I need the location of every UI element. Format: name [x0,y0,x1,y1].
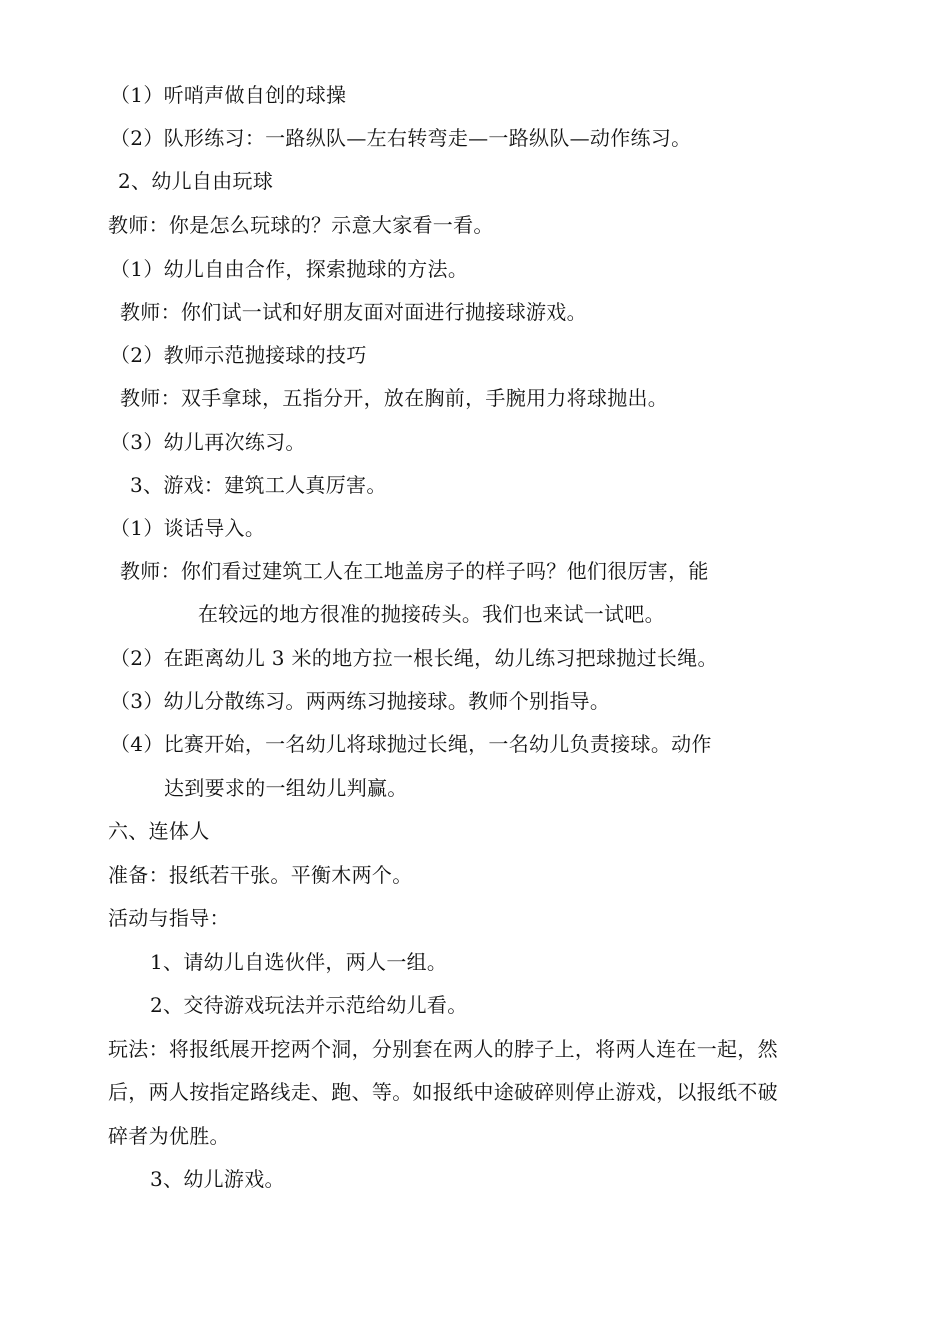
text-line: 1、请幼儿自选伙伴，两人一组。 [150,950,448,974]
text-line: （2）队形练习：一路纵队—左右转弯走—一路纵队—动作练习。 [110,126,692,150]
text-line: 教师：你们看过建筑工人在工地盖房子的样子吗？他们很厉害，能 [120,559,709,583]
text-line: 后，两人按指定路线走、跑、等。如报纸中途破碎则停止游戏，以报纸不破 [108,1080,778,1104]
text-line: （1）幼儿自由合作，探索抛球的方法。 [110,257,469,281]
text-line: 3、幼儿游戏。 [150,1167,285,1191]
text-line: 教师：你们试一试和好朋友面对面进行抛接球游戏。 [120,300,587,324]
section-heading: 六、连体人 [108,819,210,843]
text-line: 在较远的地方很准的抛接砖头。我们也来试一试吧。 [198,602,665,626]
text-line: 玩法：将报纸展开挖两个洞，分别套在两人的脖子上，将两人连在一起，然 [108,1037,778,1061]
text-line: （1）听哨声做自创的球操 [110,83,347,107]
text-line: （2）在距离幼儿 3 米的地方拉一根长绳，幼儿练习把球抛过长绳。 [110,646,718,670]
text-line: （3）幼儿分散练习。两两练习抛接球。教师个别指导。 [110,689,611,713]
text-line: 达到要求的一组幼儿判赢。 [164,776,408,800]
text-line: 教师：你是怎么玩球的？示意大家看一看。 [108,213,494,237]
text-line: 2、幼儿自由玩球 [118,169,274,193]
text-line: 3、游戏：建筑工人真厉害。 [130,473,387,497]
text-line: 碎者为优胜。 [108,1124,230,1148]
text-line: 活动与指导： [108,906,230,930]
text-line: 2、交待游戏玩法并示范给幼儿看。 [150,993,468,1017]
text-line: 教师：双手拿球，五指分开，放在胸前，手腕用力将球抛出。 [120,386,669,410]
text-line: （1）谈话导入。 [110,516,266,540]
text-line: 准备：报纸若干张。平衡木两个。 [108,863,413,887]
text-line: （4）比赛开始，一名幼儿将球抛过长绳，一名幼儿负责接球。动作 [110,732,712,756]
text-line: （3）幼儿再次练习。 [110,430,306,454]
text-line: （2）教师示范抛接球的技巧 [110,343,367,367]
